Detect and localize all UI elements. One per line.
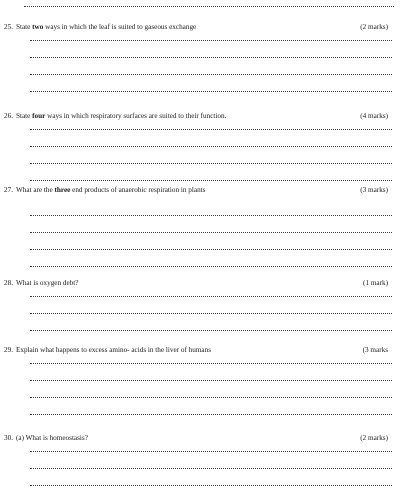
answer-line (30, 57, 392, 58)
answer-line (30, 249, 392, 250)
answer-line (30, 313, 392, 314)
question-emphasis: two (32, 23, 44, 31)
question-27 (4, 184, 394, 196)
marks-label: (1 mark) (363, 279, 388, 287)
question-number: 29. (4, 346, 13, 354)
answer-line (30, 330, 392, 331)
answer-line (24, 6, 394, 7)
answer-line (30, 468, 392, 469)
answer-line (30, 163, 392, 164)
answer-line (30, 296, 392, 297)
question-text: (a) What is homeostasis? (15, 434, 88, 442)
question-text: State (15, 23, 33, 31)
question-28 (4, 277, 394, 289)
question-number: 30. (4, 434, 13, 442)
question-text: What are the (15, 186, 55, 194)
question-number: 25. (4, 23, 13, 31)
answer-line (30, 485, 392, 486)
question-text: end products of anaerobic respiration in plants (70, 186, 206, 194)
answer-line (30, 215, 392, 216)
question-25 (4, 21, 394, 33)
marks-label: (3 marks) (360, 186, 388, 194)
question-text: State (15, 112, 33, 120)
answer-line (30, 74, 392, 75)
answer-line (30, 146, 392, 147)
marks-label: (2 marks) (360, 434, 388, 442)
question-text: ways in which respiratory surfaces are suited to their function. (45, 112, 227, 120)
answer-line (30, 380, 392, 381)
question-number: 28. (4, 279, 13, 287)
answer-line (30, 232, 392, 233)
marks-label: (2 marks) (360, 23, 388, 31)
marks-label: (3 marks (362, 346, 388, 354)
question-text: ways in which the leaf is suited to gaseous exchange (43, 23, 197, 31)
answer-line (30, 363, 392, 364)
question-29 (4, 344, 394, 356)
marks-label: (4 marks) (360, 112, 388, 120)
answer-line (30, 451, 392, 452)
answer-line (30, 266, 392, 267)
answer-line (30, 180, 392, 181)
answer-line (30, 40, 392, 41)
answer-line (30, 129, 392, 130)
question-number: 26. (4, 112, 13, 120)
question-text: What is oxygen debt? (15, 279, 79, 287)
question-emphasis: four (32, 112, 46, 120)
answer-line (30, 397, 392, 398)
answer-line (30, 91, 392, 92)
answer-line (30, 414, 392, 415)
question-text: Explain what happens to excess amino- acids in the liver of humans (15, 346, 211, 354)
question-number: 27. (4, 186, 13, 194)
question-26 (4, 110, 394, 122)
question-emphasis: three (54, 186, 71, 194)
question-30 (4, 432, 394, 444)
